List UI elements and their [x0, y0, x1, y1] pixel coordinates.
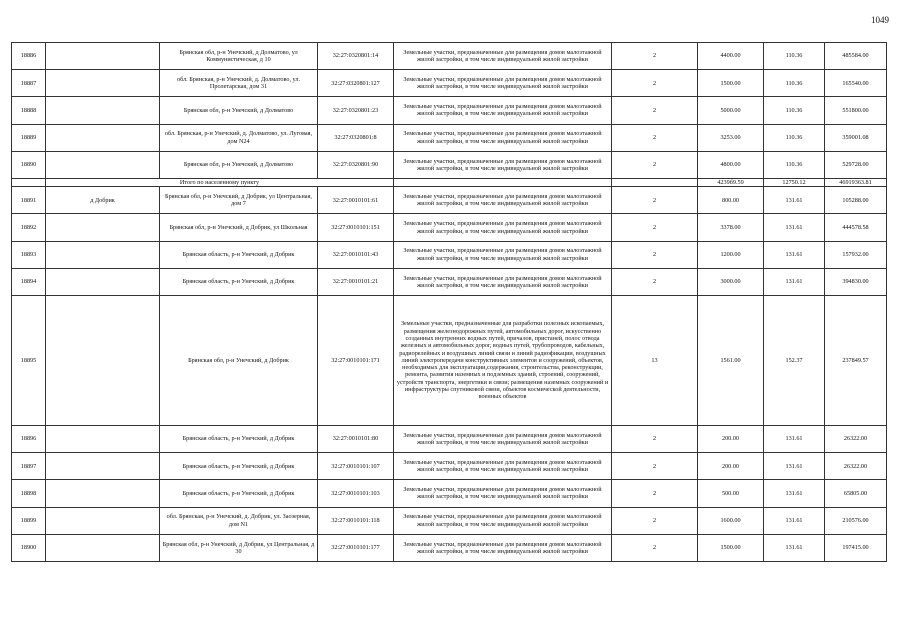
- use-code-cell: 2: [612, 151, 698, 178]
- cadastral-number-cell: 32:27:0010101:151: [318, 214, 394, 241]
- table-row: [12, 453, 887, 480]
- land-use-cell: Земельные участки, предназначенные для размещения домов малоэтажной жилой застройки, в том числе индивидуальной жилой застройки: [394, 507, 612, 534]
- table-row: [12, 187, 887, 214]
- land-use-cell: Земельные участки, предназначенные для размещения домов малоэтажной жилой застройки, в том числе индивидуальной жилой застройки: [394, 241, 612, 268]
- table-row: [12, 241, 887, 268]
- area-cell: 1500.00: [698, 534, 764, 561]
- rate-cell: 131.61: [764, 534, 825, 561]
- area-cell: 3253.00: [698, 124, 764, 151]
- rate-cell: 131.61: [764, 453, 825, 480]
- table-body: [12, 43, 887, 562]
- settlement-cell: [46, 70, 160, 97]
- value-cell: 157932.00: [825, 241, 887, 268]
- settlement-cell: [46, 426, 160, 453]
- row-number-cell: 18888: [12, 97, 46, 124]
- land-use-cell: Земельные участки, предназначенные для размещения домов малоэтажной жилой застройки, в том числе индивидуальной жилой застройки: [394, 214, 612, 241]
- address-cell: Брянская обл, р-н Унечский, д Добрик, ул Центральная, дом 7: [160, 187, 318, 214]
- area-cell: 4400.00: [698, 43, 764, 70]
- settlement-cell: [46, 480, 160, 507]
- rate-cell: 131.61: [764, 268, 825, 295]
- cadastral-number-cell: 32:27:0320801:8: [318, 124, 394, 151]
- land-use-cell: Земельные участки, предназначенные для размещения домов малоэтажной жилой застройки, в том числе индивидуальной жилой застройки: [394, 151, 612, 178]
- land-use-cell: Земельные участки, предназначенные для размещения домов малоэтажной жилой застройки, в том числе индивидуальной жилой застройки: [394, 480, 612, 507]
- land-use-cell: Земельные участки, предназначенные для размещения домов малоэтажной жилой застройки, в том числе индивидуальной жилой застройки: [394, 187, 612, 214]
- settlement-cell: [46, 97, 160, 124]
- row-number-cell: 18900: [12, 534, 46, 561]
- row-number-cell: 18891: [12, 187, 46, 214]
- row-number-cell: 18899: [12, 507, 46, 534]
- address-cell: Брянская обл, р-н Унечский, д Долматово, ул Коммунистическая, д 10: [160, 43, 318, 70]
- use-code-cell: 2: [612, 241, 698, 268]
- value-cell: 197415.00: [825, 534, 887, 561]
- rate-cell: 110.36: [764, 97, 825, 124]
- value-cell: 359001.08: [825, 124, 887, 151]
- cadastral-number-cell: 32:27:0320801:90: [318, 151, 394, 178]
- area-cell: 4800.00: [698, 151, 764, 178]
- cadastral-number-cell: 32:27:0320801:23: [318, 97, 394, 124]
- value-cell: 210576.00: [825, 507, 887, 534]
- area-cell: 5000.00: [698, 97, 764, 124]
- value-cell: 26322.00: [825, 426, 887, 453]
- use-code-cell: 2: [612, 507, 698, 534]
- table-row: [12, 97, 887, 124]
- table-row: [12, 268, 887, 295]
- cadastral-number-cell: 32:27:0010101:118: [318, 507, 394, 534]
- code-cell: [612, 178, 698, 186]
- cadastral-number-cell: 32:27:0010101:177: [318, 534, 394, 561]
- cadastral-number-cell: 32:27:0320801:127: [318, 70, 394, 97]
- address-cell: Брянская обл, р-н Унечский, д Добрик: [160, 296, 318, 426]
- area-cell: 3000.00: [698, 268, 764, 295]
- use-cell: [394, 178, 612, 186]
- page-number: 1049: [871, 15, 889, 25]
- land-use-cell: Земельные участки, предназначенные для размещения домов малоэтажной жилой застройки, в том числе индивидуальной жилой застройки: [394, 43, 612, 70]
- address-cell: Брянская обл, р-н Унечский, д Долматово: [160, 151, 318, 178]
- use-code-cell: 2: [612, 97, 698, 124]
- address-cell: обл. Брянская, р-н Унечский, д. Долматово, ул. Луговая, дом N24: [160, 124, 318, 151]
- value-cell: 551800.00: [825, 97, 887, 124]
- use-code-cell: 2: [612, 214, 698, 241]
- table-row: [12, 151, 887, 178]
- rate-cell: 131.61: [764, 426, 825, 453]
- address-cell: Брянская область, р-н Унечский, д Добрик: [160, 241, 318, 268]
- row-number-cell: 18886: [12, 43, 46, 70]
- row-number-cell: 18896: [12, 426, 46, 453]
- cadastral-value-table: [11, 42, 887, 562]
- area-cell: 1561.00: [698, 296, 764, 426]
- value-cell: 485584.00: [825, 43, 887, 70]
- rate-cell: 131.61: [764, 480, 825, 507]
- table-row: [12, 214, 887, 241]
- area-cell: 1600.00: [698, 507, 764, 534]
- rate-cell: 131.61: [764, 507, 825, 534]
- row-number-cell: [12, 178, 46, 186]
- land-use-cell: Земельные участки, предназначенные для размещения домов малоэтажной жилой застройки, в том числе индивидуальной жилой застройки: [394, 453, 612, 480]
- land-use-cell: Земельные участки, предназначенные для размещения домов малоэтажной жилой застройки, в том числе индивидуальной жилой застройки: [394, 124, 612, 151]
- area-cell: 200.00: [698, 426, 764, 453]
- cadastral-number-cell: 32:27:0010101:21: [318, 268, 394, 295]
- table-row: [12, 296, 887, 426]
- row-number-cell: 18887: [12, 70, 46, 97]
- address-cell: Брянская обл, р-н Унечский, д Добрик, ул Школьная: [160, 214, 318, 241]
- address-cell: Брянская обл, р-н Унечский, д Добрик, ул Центральная, д 30: [160, 534, 318, 561]
- cadastral-number-cell: 32:27:0010101:107: [318, 453, 394, 480]
- address-cell: Брянская обл, р-н Унечский, д Долматово: [160, 97, 318, 124]
- settlement-cell: [46, 507, 160, 534]
- settlement-cell: [46, 151, 160, 178]
- value-cell: 529728.00: [825, 151, 887, 178]
- row-number-cell: 18889: [12, 124, 46, 151]
- row-number-cell: 18893: [12, 241, 46, 268]
- table-row: [12, 124, 887, 151]
- land-use-cell: Земельные участки, предназначенные для размещения домов малоэтажной жилой застройки, в том числе индивидуальной жилой застройки: [394, 426, 612, 453]
- rate-cell: 12750.12: [764, 178, 825, 186]
- use-code-cell: 2: [612, 43, 698, 70]
- row-number-cell: 18895: [12, 296, 46, 426]
- address-cell: Брянская область, р-н Унечский, д Добрик: [160, 426, 318, 453]
- rate-cell: 131.61: [764, 187, 825, 214]
- area-cell: 800.00: [698, 187, 764, 214]
- rate-cell: 152.37: [764, 296, 825, 426]
- area-cell: 200.00: [698, 453, 764, 480]
- cadastral-number-cell: 32:27:0010101:80: [318, 426, 394, 453]
- land-use-cell: Земельные участки, предназначенные для размещения домов малоэтажной жилой застройки, в том числе индивидуальной жилой застройки: [394, 70, 612, 97]
- use-code-cell: 2: [612, 426, 698, 453]
- area-cell: 1200.00: [698, 241, 764, 268]
- settlement-cell: [46, 268, 160, 295]
- cadastral-number-cell: 32:27:0320801:14: [318, 43, 394, 70]
- address-cell: обл. Брянская, р-н Унечский, д. Добрик, ул. Заозерная, дом N1: [160, 507, 318, 534]
- cadastral-number-cell: 32:27:0010101:61: [318, 187, 394, 214]
- use-code-cell: 2: [612, 480, 698, 507]
- area-cell: 500.00: [698, 480, 764, 507]
- settlement-cell: [46, 241, 160, 268]
- value-cell: 26322.00: [825, 453, 887, 480]
- total-label-cell: Итого по населенному пункту: [46, 178, 394, 186]
- settlement-cell: [46, 214, 160, 241]
- value-cell: 444578.58: [825, 214, 887, 241]
- use-code-cell: 2: [612, 268, 698, 295]
- area-cell: 4239б9.59: [698, 178, 764, 186]
- row-number-cell: 18890: [12, 151, 46, 178]
- value-cell: 46919363.81: [825, 178, 887, 186]
- land-use-cell: Земельные участки, предназначенные для размещения домов малоэтажной жилой застройки, в том числе индивидуальной жилой застройки: [394, 97, 612, 124]
- row-number-cell: 18894: [12, 268, 46, 295]
- use-code-cell: 2: [612, 70, 698, 97]
- table-row: [12, 426, 887, 453]
- address-cell: Брянская область, р-н Унечский, д Добрик: [160, 453, 318, 480]
- cadastral-number-cell: 32:27:0010101:171: [318, 296, 394, 426]
- value-cell: 105288.00: [825, 187, 887, 214]
- use-code-cell: 2: [612, 534, 698, 561]
- row-number-cell: 18898: [12, 480, 46, 507]
- use-code-cell: 13: [612, 296, 698, 426]
- rate-cell: 110.36: [764, 43, 825, 70]
- settlement-cell: [46, 296, 160, 426]
- rate-cell: 110.36: [764, 70, 825, 97]
- value-cell: 65805.00: [825, 480, 887, 507]
- rate-cell: 110.36: [764, 124, 825, 151]
- table-row: [12, 43, 887, 70]
- rate-cell: 131.61: [764, 214, 825, 241]
- settlement-cell: [46, 43, 160, 70]
- cadastral-number-cell: 32:27:0010101:103: [318, 480, 394, 507]
- cadastral-number-cell: 32:27:0010101:43: [318, 241, 394, 268]
- land-use-cell: Земельные участки, предназначенные для размещения домов малоэтажной жилой застройки, в том числе индивидуальной жилой застройки: [394, 268, 612, 295]
- settlement-cell: д Добрик: [46, 187, 160, 214]
- area-cell: 3378.00: [698, 214, 764, 241]
- address-cell: Брянская область, р-н Унечский, д Добрик: [160, 480, 318, 507]
- settlement-cell: [46, 453, 160, 480]
- total-row: [12, 178, 887, 186]
- row-number-cell: 18892: [12, 214, 46, 241]
- table-row: [12, 480, 887, 507]
- value-cell: 394830.00: [825, 268, 887, 295]
- address-cell: Брянская область, р-н Унечский, д Добрик: [160, 268, 318, 295]
- value-cell: 237849.57: [825, 296, 887, 426]
- table-row: [12, 534, 887, 561]
- area-cell: 1500.00: [698, 70, 764, 97]
- rate-cell: 110.36: [764, 151, 825, 178]
- table-row: [12, 507, 887, 534]
- row-number-cell: 18897: [12, 453, 46, 480]
- land-use-cell: Земельные участки, предназначенные для разработки полезных ископаемых, размещения железнодорожных путей, автомобильных дорог, искусственно созданных внутренних водных путей, причалов, пристаней, полос отвода железных и автомобильных дорог, водных путей, трубопроводов, кабельных, радиорелейных и воздушных линий связи и линий радиофикации, воздушных линий электропередачи конструктивных элементов и сооружений, объектов, необходимых для эксплуатации,содержания, строительства, реконструкции, ремонта, развития наземных и подземных зданий, строений, сооружений, устройств транспорта, энергетики и связи; размещения наземных сооружений и инфраструктуры спутниковой связи, объектов космической деятельности, военных объектов: [394, 296, 612, 426]
- address-cell: обл. Брянская, р-н Унечский, д. Долматово, ул. Пролетарская, дом 31: [160, 70, 318, 97]
- value-cell: 165540.00: [825, 70, 887, 97]
- settlement-cell: [46, 124, 160, 151]
- rate-cell: 131.61: [764, 241, 825, 268]
- use-code-cell: 2: [612, 124, 698, 151]
- table-row: [12, 70, 887, 97]
- land-use-cell: Земельные участки, предназначенные для размещения домов малоэтажной жилой застройки, в том числе индивидуальной жилой застройки: [394, 534, 612, 561]
- use-code-cell: 2: [612, 187, 698, 214]
- use-code-cell: 2: [612, 453, 698, 480]
- settlement-cell: [46, 534, 160, 561]
